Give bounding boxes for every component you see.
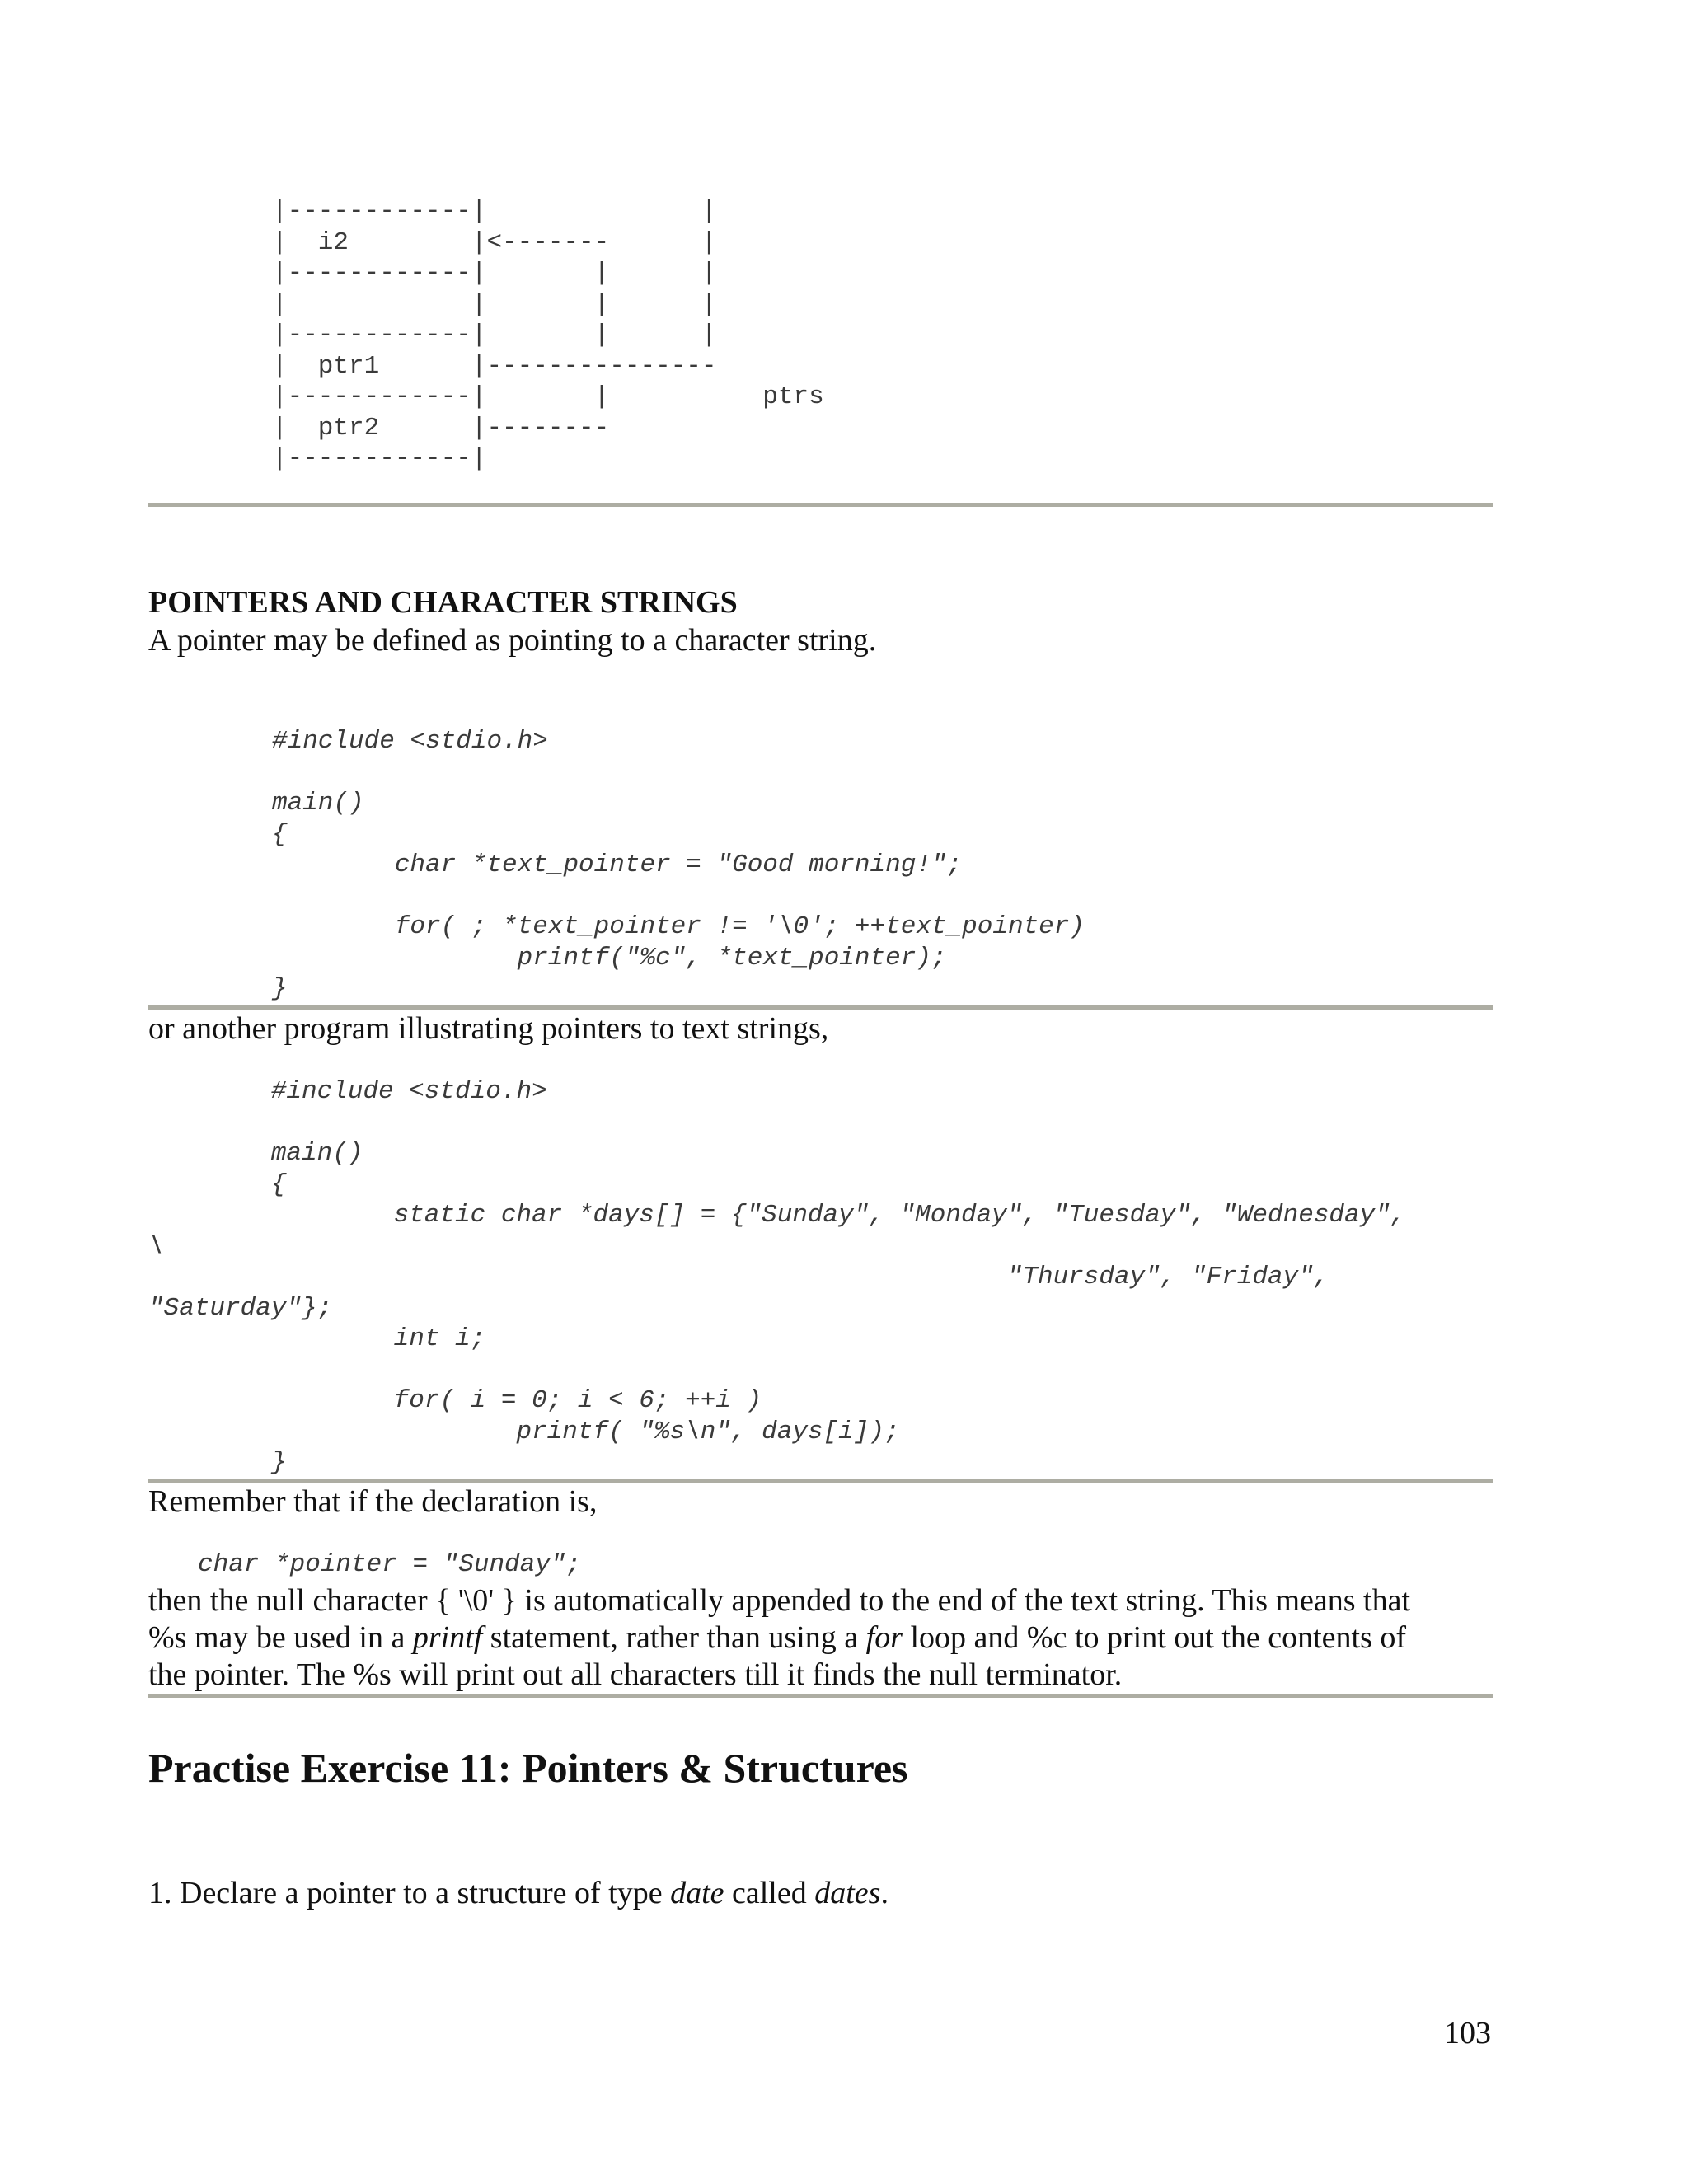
code-line: \ xyxy=(148,1231,164,1261)
code-line: #include <stdio.h> xyxy=(148,1077,547,1106)
code-example-2 xyxy=(148,1076,1405,1479)
code-line: char *text_pointer = "Good morning!"; xyxy=(272,851,963,879)
diagram-line: |------------| | | xyxy=(272,321,717,349)
page-number: 103 xyxy=(1444,2016,1491,2050)
code-example-1 xyxy=(272,726,1085,1005)
remember-text: Remember that if the declaration is, xyxy=(148,1484,598,1519)
diagram-line: |------------| | ptrs xyxy=(272,382,824,411)
explanation-text: %s may be used in a xyxy=(148,1620,413,1655)
paragraph-between: or another program illustrating pointers to text strings, xyxy=(148,1011,829,1046)
code-line: } xyxy=(148,1448,287,1477)
diagram-line: |------------| | | xyxy=(272,259,717,288)
code-line: printf("%c", *text_pointer); xyxy=(272,943,947,972)
diagram-line: |------------| | xyxy=(272,197,717,226)
diagram-line: | | | | xyxy=(272,289,717,319)
diagram-line: | ptr1 |--------------- xyxy=(272,351,717,381)
code-line: { xyxy=(148,1169,287,1199)
exercise-text: . xyxy=(880,1876,889,1910)
code-line: main() xyxy=(272,789,364,818)
exercise-text: 1. Declare a pointer to a structure of type xyxy=(148,1876,671,1910)
explanation-text: statement, rather than using a xyxy=(482,1620,866,1655)
code-line: "Saturday"}; xyxy=(148,1293,333,1323)
diagram-line: | ptr2 |-------- xyxy=(272,413,610,443)
code-line: for( i = 0; i < 6; ++i ) xyxy=(148,1386,762,1415)
horizontal-rule xyxy=(148,1694,1493,1698)
section-intro: A pointer may be defined as pointing to a character string. xyxy=(148,623,877,658)
for-keyword: for xyxy=(865,1620,903,1655)
code-example-3: char *pointer = "Sunday"; xyxy=(198,1550,582,1579)
code-line: for( ; *text_pointer != '\0'; ++text_pointer) xyxy=(272,912,1085,941)
code-line: static char *days[] = {"Sunday", "Monday", "Tuesday", "Wednesday", xyxy=(148,1201,1406,1230)
pointer-name: dates xyxy=(814,1876,881,1910)
printf-keyword: printf xyxy=(412,1620,483,1655)
code-line: main() xyxy=(148,1139,363,1168)
explanation-line-3: the pointer. The %s will print out all characters till it finds the null terminator. xyxy=(148,1657,1123,1692)
code-line: "Thursday", "Friday", xyxy=(148,1263,1329,1291)
exercise-text: called xyxy=(724,1876,815,1910)
code-line: int i; xyxy=(148,1324,486,1353)
memory-diagram xyxy=(272,196,824,475)
code-line: printf( "%s\n", days[i]); xyxy=(148,1417,900,1446)
explanation-text: loop and %c to print out the contents of xyxy=(903,1620,1407,1655)
code-line: { xyxy=(272,819,288,849)
code-line: } xyxy=(272,974,288,1003)
type-name: date xyxy=(670,1876,724,1910)
horizontal-rule xyxy=(148,1479,1493,1483)
diagram-line: |------------| xyxy=(272,444,487,473)
section-heading: POINTERS AND CHARACTER STRINGS xyxy=(148,585,738,620)
exercise-heading: Practise Exercise 11: Pointers & Structures xyxy=(148,1745,908,1791)
horizontal-rule xyxy=(148,503,1493,507)
explanation-line-2 xyxy=(148,1619,1406,1657)
code-line: #include <stdio.h> xyxy=(272,727,548,756)
exercise-item-1 xyxy=(148,1875,889,1912)
horizontal-rule xyxy=(148,1005,1493,1010)
explanation-line-1: then the null character { '\0' } is automatically appended to the end of the text string. This means that xyxy=(148,1583,1411,1618)
diagram-line: | i2 |<------- | xyxy=(272,227,717,257)
